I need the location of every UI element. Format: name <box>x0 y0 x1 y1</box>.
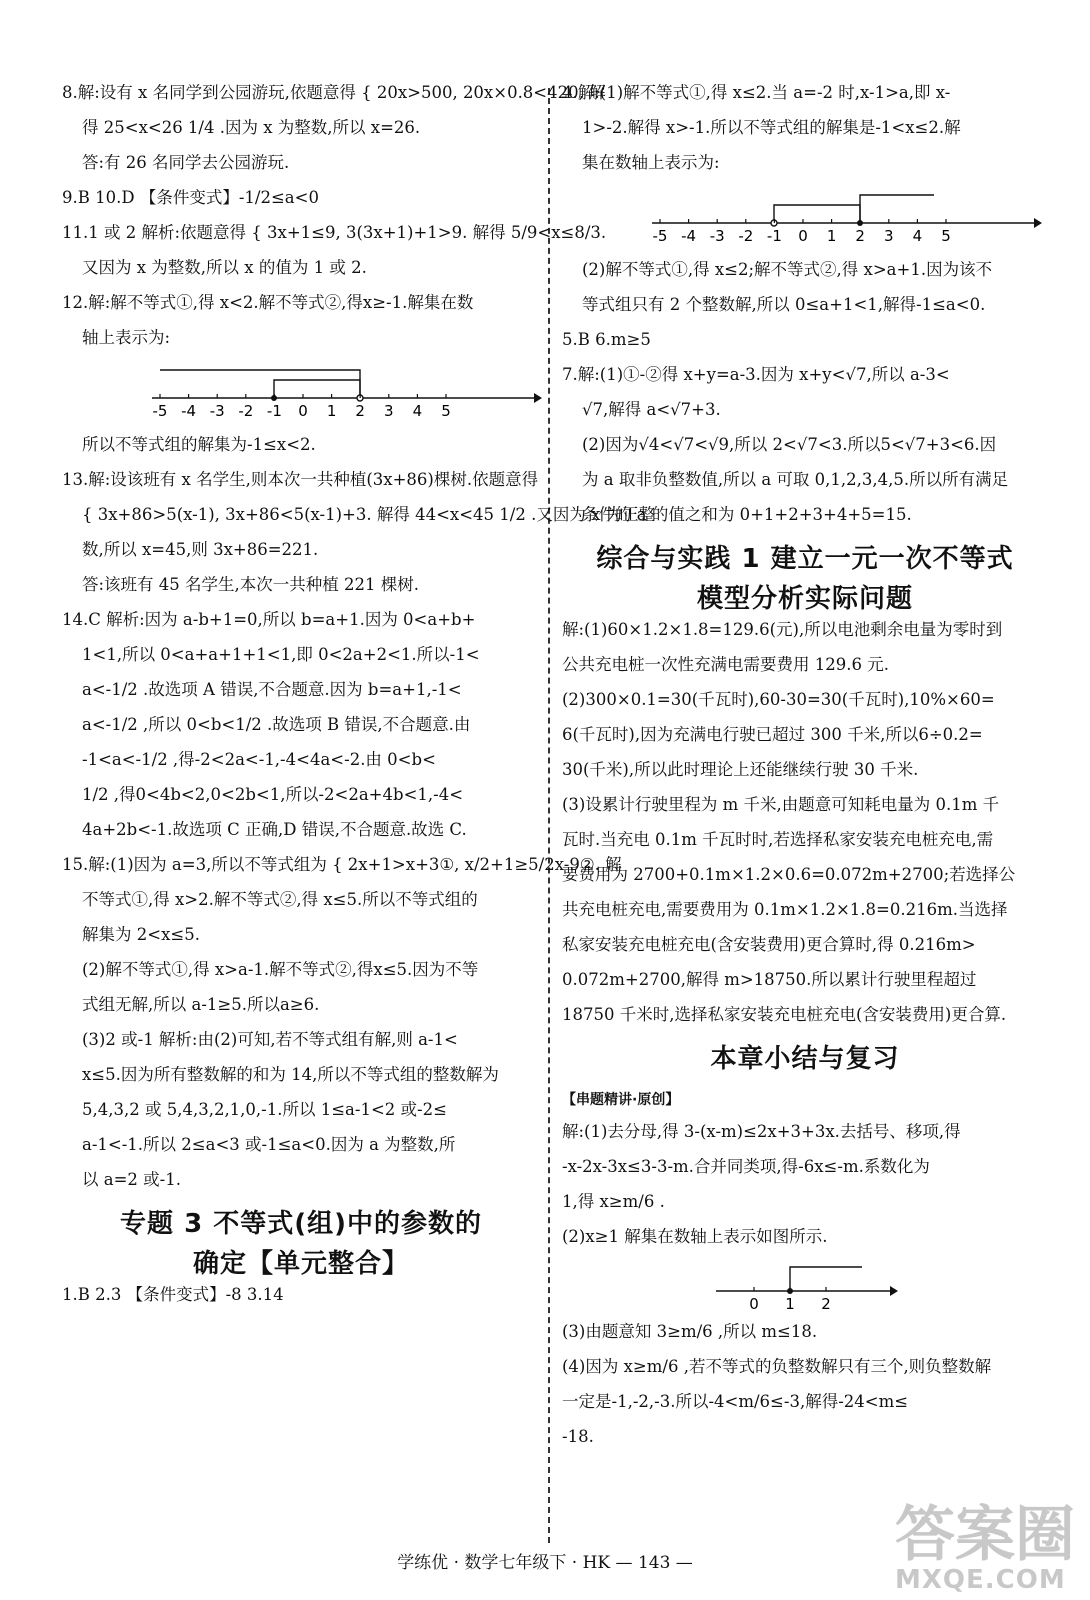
text-line: 4a+2b<-1.故选项 C 正确,D 错误,不合题意.故选 C. <box>82 820 467 839</box>
section-title: 专题 3 不等式(组)中的参数的 <box>120 1209 482 1239</box>
solution-bracket-upper <box>160 370 360 398</box>
text-line: 要费用为 2700+0.1m×1.2×0.6=0.072m+2700;若选择公 <box>562 865 1016 884</box>
text-line: 12.解:解不等式①,得 x<2.解不等式②,得x≥-1.解集在数 <box>62 293 474 312</box>
text-line: 又因为 x 为整数,所以 x 的值为 1 或 2. <box>82 258 367 277</box>
text-line: 所以不等式组的解集为-1≤x<2. <box>82 435 316 454</box>
text-line: -18. <box>562 1427 594 1446</box>
text-line: 13.解:设该班有 x 名学生,则本次一共种植(3x+86)棵树.依题意得 <box>62 470 539 489</box>
text-line: (2)解不等式①,得 x≤2;解不等式②,得 x>a+1.因为该不 <box>582 260 993 279</box>
tick-label: -2 <box>238 402 254 420</box>
column-divider <box>548 88 550 1543</box>
text-line: 为 a 取非负整数值,所以 a 可取 0,1,2,3,4,5.所以所有满足 <box>582 470 1009 489</box>
tick-label: -5 <box>652 227 668 245</box>
text-line: 1,得 x≥m/6 . <box>562 1192 665 1211</box>
page-footer: 学练优 · 数学七年级下 · HK — 143 — <box>397 1553 693 1573</box>
text-line: 8.解:设有 x 名同学到公园游玩,依题意得 { 20x>500, 20x×0.8<420, 解 <box>62 83 606 102</box>
text-line: a<-1/2 ,所以 0<b<1/2 .故选项 B 错误,不合题意.由 <box>82 715 471 734</box>
axis-arrow <box>1034 218 1042 228</box>
text-line: 轴上表示为: <box>82 328 171 347</box>
text-line: 18750 千米时,选择私家安装充电桩充电(含安装费用)更合算. <box>562 1005 1007 1024</box>
section-title: 综合与实践 1 建立一元一次不等式 <box>596 544 1014 574</box>
text-line: 5,4,3,2 或 5,4,3,2,1,0,-1.所以 1≤a-1<2 或-2≤ <box>82 1100 447 1119</box>
text-line: 共充电桩充电,需要费用为 0.1m×1.2×1.8=0.216m.当选择 <box>562 900 1008 919</box>
tick-label: 1 <box>826 227 837 245</box>
tick-label: 0 <box>298 402 308 420</box>
text-line: √7,解得 a<√7+3. <box>582 400 721 419</box>
solution-bracket-upper <box>774 205 860 223</box>
number-line-q4 <box>642 187 1042 253</box>
watermark <box>895 1500 1075 1595</box>
tick-label: -4 <box>181 402 197 420</box>
text-line: 1<1,所以 0<a+a+1+1<1,即 0<2a+2<1.所以-1< <box>82 645 480 664</box>
text-line: 一定是-1,-2,-3.所以-4<m/6≤-3,解得-24<m≤ <box>562 1392 909 1411</box>
text-line: (3)设累计行驶里程为 m 千米,由题意可知耗电量为 0.1m 千 <box>562 795 1000 814</box>
text-line: 等式组只有 2 个整数解,所以 0≤a+1<1,解得-1≤a<0. <box>582 295 986 314</box>
text-line: 4.解:(1)解不等式①,得 x≤2.当 a=-2 时,x-1>a,即 x- <box>562 83 951 102</box>
axis-arrow <box>890 1286 898 1296</box>
solution-bracket-lower <box>860 195 934 223</box>
text-line: (2)300×0.1=30(千瓦时),60-30=30(千瓦时),10%×60= <box>562 690 995 709</box>
text-line: 数,所以 x=45,则 3x+86=221. <box>82 540 319 559</box>
text-line: a<-1/2 .故选项 A 错误,不合题意.因为 b=a+1,-1< <box>82 680 462 699</box>
text-line: 1.B 2.3 【条件变式】-8 3.14 <box>62 1285 284 1304</box>
section-tag: 【串题精讲·原创】 <box>562 1092 680 1108</box>
text-line: 不等式①,得 x>2.解不等式②,得 x≤5.所以不等式组的 <box>82 890 478 909</box>
text-line: 30(千米),所以此时理论上还能继续行驶 30 千米. <box>562 760 919 779</box>
tick-label: 3 <box>384 402 394 420</box>
section-title: 本章小结与复习 <box>710 1044 900 1074</box>
section-title: 模型分析实际问题 <box>696 584 913 614</box>
text-line: (2)因为√4<√7<√9,所以 2<√7<3.所以5<√7+3<6.因 <box>582 435 997 454</box>
text-line: 5.B 6.m≥5 <box>562 330 651 349</box>
tick-label: -3 <box>209 402 225 420</box>
text-line: (2)解不等式①,得 x>a-1.解不等式②,得x≤5.因为不等 <box>82 960 479 979</box>
tick-label: 0 <box>749 1295 759 1313</box>
text-line: (3)2 或-1 解析:由(2)可知,若不等式组有解,则 a-1< <box>82 1030 458 1049</box>
text-line: 15.解:(1)因为 a=3,所以不等式组为 { 2x+1>x+3①, x/2+1≥5/2x-9②. 解 <box>62 855 622 874</box>
number-line-chapter <box>712 1261 902 1313</box>
axis-arrow <box>534 393 542 403</box>
text-line: 公共充电桩一次性充满电需要费用 129.6 元. <box>562 655 889 674</box>
tick-label: -1 <box>766 227 782 245</box>
tick-label: 3 <box>884 227 894 245</box>
solution-bracket-lower <box>274 380 360 398</box>
text-line: 条件的 a 的值之和为 0+1+2+3+4+5=15. <box>582 505 912 524</box>
tick-label: -5 <box>152 402 168 420</box>
text-line: 瓦时.当充电 0.1m 千瓦时时,若选择私家安装充电桩充电,需 <box>562 830 994 849</box>
right-column <box>562 82 1048 1461</box>
text-line: 9.B 10.D 【条件变式】-1/2≤a<0 <box>62 188 319 207</box>
tick-label: -4 <box>681 227 697 245</box>
text-line: (2)x≥1 解集在数轴上表示如图所示. <box>562 1227 828 1246</box>
text-line: a-1<-1.所以 2≤a<3 或-1≤a<0.因为 a 为整数,所 <box>82 1135 456 1154</box>
text-line: (3)由题意知 3≥m/6 ,所以 m≤18. <box>562 1322 818 1341</box>
text-line: 解:(1)60×1.2×1.8=129.6(元),所以电池剩余电量为零时到 <box>562 620 1003 639</box>
tick-label: 4 <box>912 227 923 245</box>
text-line: 6(千瓦时),因为充满电行驶已超过 300 千米,所以6÷0.2= <box>562 725 983 744</box>
tick-label: 2 <box>855 227 865 245</box>
text-line: 11.1 或 2 解析:依题意得 { 3x+1≤9, 3(3x+1)+1>9. 解得 5/9<x≤8/3. <box>62 223 607 242</box>
text-line: -x-2x-3x≤3-3-m.合并同类项,得-6x≤-m.系数化为 <box>562 1157 930 1176</box>
text-line: 私家安装充电桩充电(含安装费用)更合算时,得 0.216m> <box>562 935 976 954</box>
tick-label: 5 <box>941 227 951 245</box>
text-line: 答:有 26 名同学去公园游玩. <box>82 153 290 172</box>
tick-label: 1 <box>785 1295 795 1313</box>
text-line: 式组无解,所以 a-1≥5.所以a≥6. <box>82 995 320 1014</box>
text-line: { 3x+86>5(x-1), 3x+86<5(x-1)+3. 解得 44<x<45 1/2 .又因为 x 为正整 <box>82 505 656 524</box>
tick-label: 1 <box>326 402 337 420</box>
text-line: -1<a<-1/2 ,得-2<2a<-1,-4<4a<-2.由 0<b< <box>82 750 436 769</box>
tick-label: -3 <box>709 227 725 245</box>
text-line: 解集为 2<x≤5. <box>82 925 200 944</box>
text-line: 解:(1)去分母,得 3-(x-m)≤2x+3+3x.去括号、移项,得 <box>562 1122 961 1141</box>
tick-label: 2 <box>355 402 365 420</box>
text-line: 0.072m+2700,解得 m>18750.所以累计行驶里程超过 <box>562 970 977 989</box>
tick-label: -2 <box>738 227 754 245</box>
text-line: 7.解:(1)①-②得 x+y=a-3.因为 x+y<√7,所以 a-3< <box>562 365 950 384</box>
text-line: 1>-2.解得 x>-1.所以不等式组的解集是-1<x≤2.解 <box>582 118 961 137</box>
watermark-url: MXQE.COM <box>895 1565 1066 1595</box>
section-title: 确定【单元整合】 <box>192 1249 409 1279</box>
tick-label: 2 <box>821 1295 831 1313</box>
number-line-q12 <box>142 362 542 428</box>
tick-label: -1 <box>266 402 282 420</box>
watermark-logo: 答案圈 <box>895 1500 1075 1570</box>
text-line: 1/2 ,得0<4b<2,0<2b<1,所以-2<2a+4b<1,-4< <box>82 785 464 804</box>
text-line: x≤5.因为所有整数解的和为 14,所以不等式组的整数解为 <box>82 1065 499 1084</box>
tick-label: 0 <box>798 227 808 245</box>
tick-label: 5 <box>441 402 451 420</box>
text-line: 集在数轴上表示为: <box>582 153 720 172</box>
text-line: 14.C 解析:因为 a-b+1=0,所以 b=a+1.因为 0<a+b+ <box>62 610 476 629</box>
text-line: (4)因为 x≥m/6 ,若不等式的负整数解只有三个,则负整数解 <box>562 1357 992 1376</box>
text-line: 以 a=2 或-1. <box>82 1170 181 1189</box>
tick-label: 4 <box>412 402 423 420</box>
text-line: 得 25<x<26 1/4 .因为 x 为整数,所以 x=26. <box>82 118 421 137</box>
text-line: 答:该班有 45 名学生,本次一共种植 221 棵树. <box>82 575 420 594</box>
